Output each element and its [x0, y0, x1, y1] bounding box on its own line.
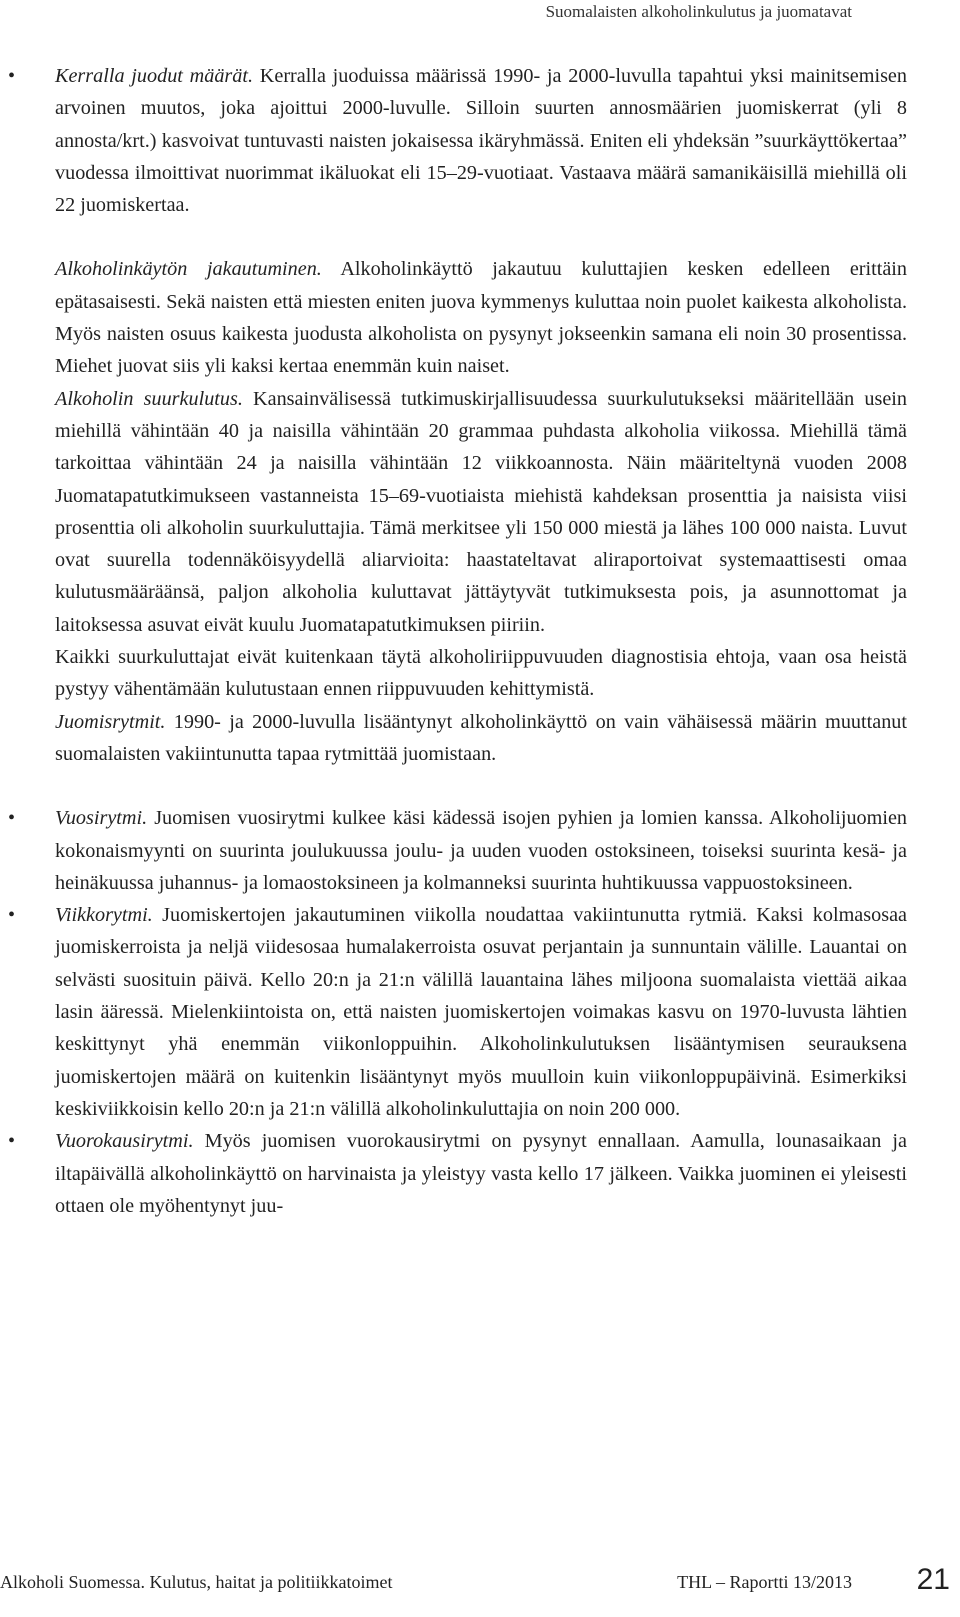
page-number: 21	[916, 1563, 950, 1596]
paragraph-suurkulutus	[55, 383, 907, 641]
body-text	[55, 60, 907, 1222]
spacer	[55, 221, 907, 253]
paragraph-lead: Alkoholin suurkulutus.	[55, 387, 243, 410]
bullet-text: Juomisen vuosirytmi kulkee käsi kädessä isojen pyhien ja lomien kanssa. Alkoholijuomien kokonaismyynti on suurinta joulukuussa joulu- ja uuden vuoden ostoksineen, toiseksi suurinta kesä- ja heinäkuussa juhannus- ja lomaostoksineen ja kolmanneksi suurinta huhtikuussa vappuostoksineen.	[55, 807, 907, 894]
bullet-text: Kerralla juoduissa määrissä 1990- ja 2000-luvulla tapahtui yksi mainitsemisen arvoinen muutos, joka ajoittui 2000-luvulle. Silloin suurten annosmäärien juomiskerrat (yli 8 annosta/krt.) kasvoivat tuntuvasti naisten jokaisessa ikäryhmässä. Eniten eli yhdeksän ”suurkäyttökertaa” vuodessa ilmoittivat nuorimmat ikäluokat eli 15–29-vuotiaat. Vastaava määrä samanikäisillä miehillä oli 22 juomiskertaa.	[55, 65, 907, 217]
bullet-viikkorytmi	[55, 899, 907, 1125]
paragraph-text: 1990- ja 2000-luvulla lisääntynyt alkoholinkäyttö on vain vähäisessä määrin muuttanut suomalaisten vakiintunutta tapaa rytmittää juomistaan.	[55, 710, 907, 765]
spacer	[55, 770, 907, 802]
paragraph-diagnostiset	[55, 641, 907, 706]
bullet-kerralla	[55, 60, 907, 221]
bullet-text: Juomiskertojen jakautuminen viikolla noudattaa vakiintunutta rytmiä. Kaksi kolmasosaa juomiskerroista ja neljä viidesosaa humalakerroista osuvat perjantain ja sunnuntain välille. Lauantai on selvästi suosituin päivä. Kello 20:n ja 21:n välillä lauantaina lähes miljoona suomalaista viettää aikaa lasin ääressä. Mielenkiintoista on, että naisten juomiskertojen voimakas kasvu on 1970-luvusta lähtien keskittynyt yhä enemmän viikonloppuihin. Alkoholinkulutuksen lisääntymisen seurauksena juomiskertojen määrä on kuitenkin lisääntynyt myös muulloin kuin viikonloppupäivinä. Esimerkiksi keskiviikkoisin kello 20:n ja 21:n välillä alkoholinkuluttajia on noin 200 000.	[55, 904, 907, 1120]
bullet-vuosirytmi	[55, 802, 907, 899]
bullet-lead: Kerralla juodut määrät.	[55, 65, 254, 87]
paragraph-text: Kansainvälisessä tutkimuskirjallisuudessa suurkulutukseksi määritellään usein miehillä vähintään 40 ja naisilla vähintään 20 grammaa puhdasta alkoholia viikossa. Miehillä tämä tarkoittaa vähintään 24 ja naisilla vähintään 12 viikkoannosta. Näin määriteltynä vuoden 2008 Juomatapatutkimukseen vastanneista 15–69-vuotiaista miehistä kahdeksan prosenttia ja naisista viisi prosenttia oli alkoholin suurkuluttajia. Tämä merkitsee yli 150 000 miestä ja lähes 100 000 naista. Luvut ovat suurella todennäköisyydellä aliarvioita: haastateltavat aliraportoivat systemaattisesti omaa kulutusmääräänsä, paljon alkoholia kuluttavat jättäytyvät tutkimuksesta pois, ja asunnottomat ja laitoksessa asuvat eivät kuulu Juomatapatutkimuksen piiriin.	[55, 387, 907, 636]
bullet-vuorokausirytmi	[55, 1125, 907, 1222]
paragraph-lead: Juomisrytmit.	[55, 710, 166, 733]
paragraph-text: Alkoholinkäyttö jakautuu kuluttajien kesken edelleen erittäin epätasaisesti. Sekä naisten että miesten eniten juova kymmenys kuluttaa noin puolet kaikesta alkoholista. Myös naisten osuus kaikesta juodusta alkoholista on pysynyt jokseenkin samana eli noin 30 prosentissa. Miehet juovat siis yli kaksi kertaa enemmän kuin naiset.	[55, 258, 907, 378]
paragraph-lead: Alkoholinkäytön jakautuminen.	[55, 258, 322, 281]
bullet-text: Myös juomisen vuorokausirytmi on pysynyt ennallaan. Aamulla, lounasaikaan ja iltapäivällä alkoholinkäyttö on harvinaista ja yleistyy vasta kello 17 jälkeen. Vaikka juominen ei yleisesti ottaen ole myöhentynyt juu-	[55, 1130, 907, 1217]
bullet-lead: Vuosirytmi.	[55, 807, 148, 830]
bullet-lead: Viikkorytmi.	[55, 904, 153, 927]
running-header: Suomalaisten alkoholinkulutus ja juomatavat	[545, 2, 852, 21]
paragraph-text: Kaikki suurkuluttajat eivät kuitenkaan täytä alkoholiriippuvuuden diagnostisia ehtoja, vaan osa heistä pystyy vähentämään kulutustaan ennen riippuvuuden kehittymistä.	[55, 646, 907, 701]
footer-publication-title: Alkoholi Suomessa. Kulutus, haitat ja politiikkatoimet	[0, 1572, 393, 1592]
paragraph-juomisrytmit	[55, 706, 907, 771]
bullet-lead: Vuorokausirytmi.	[55, 1130, 194, 1153]
paragraph-jakautuminen	[55, 253, 907, 382]
footer-report-id: THL – Raportti 13/2013	[677, 1572, 852, 1592]
